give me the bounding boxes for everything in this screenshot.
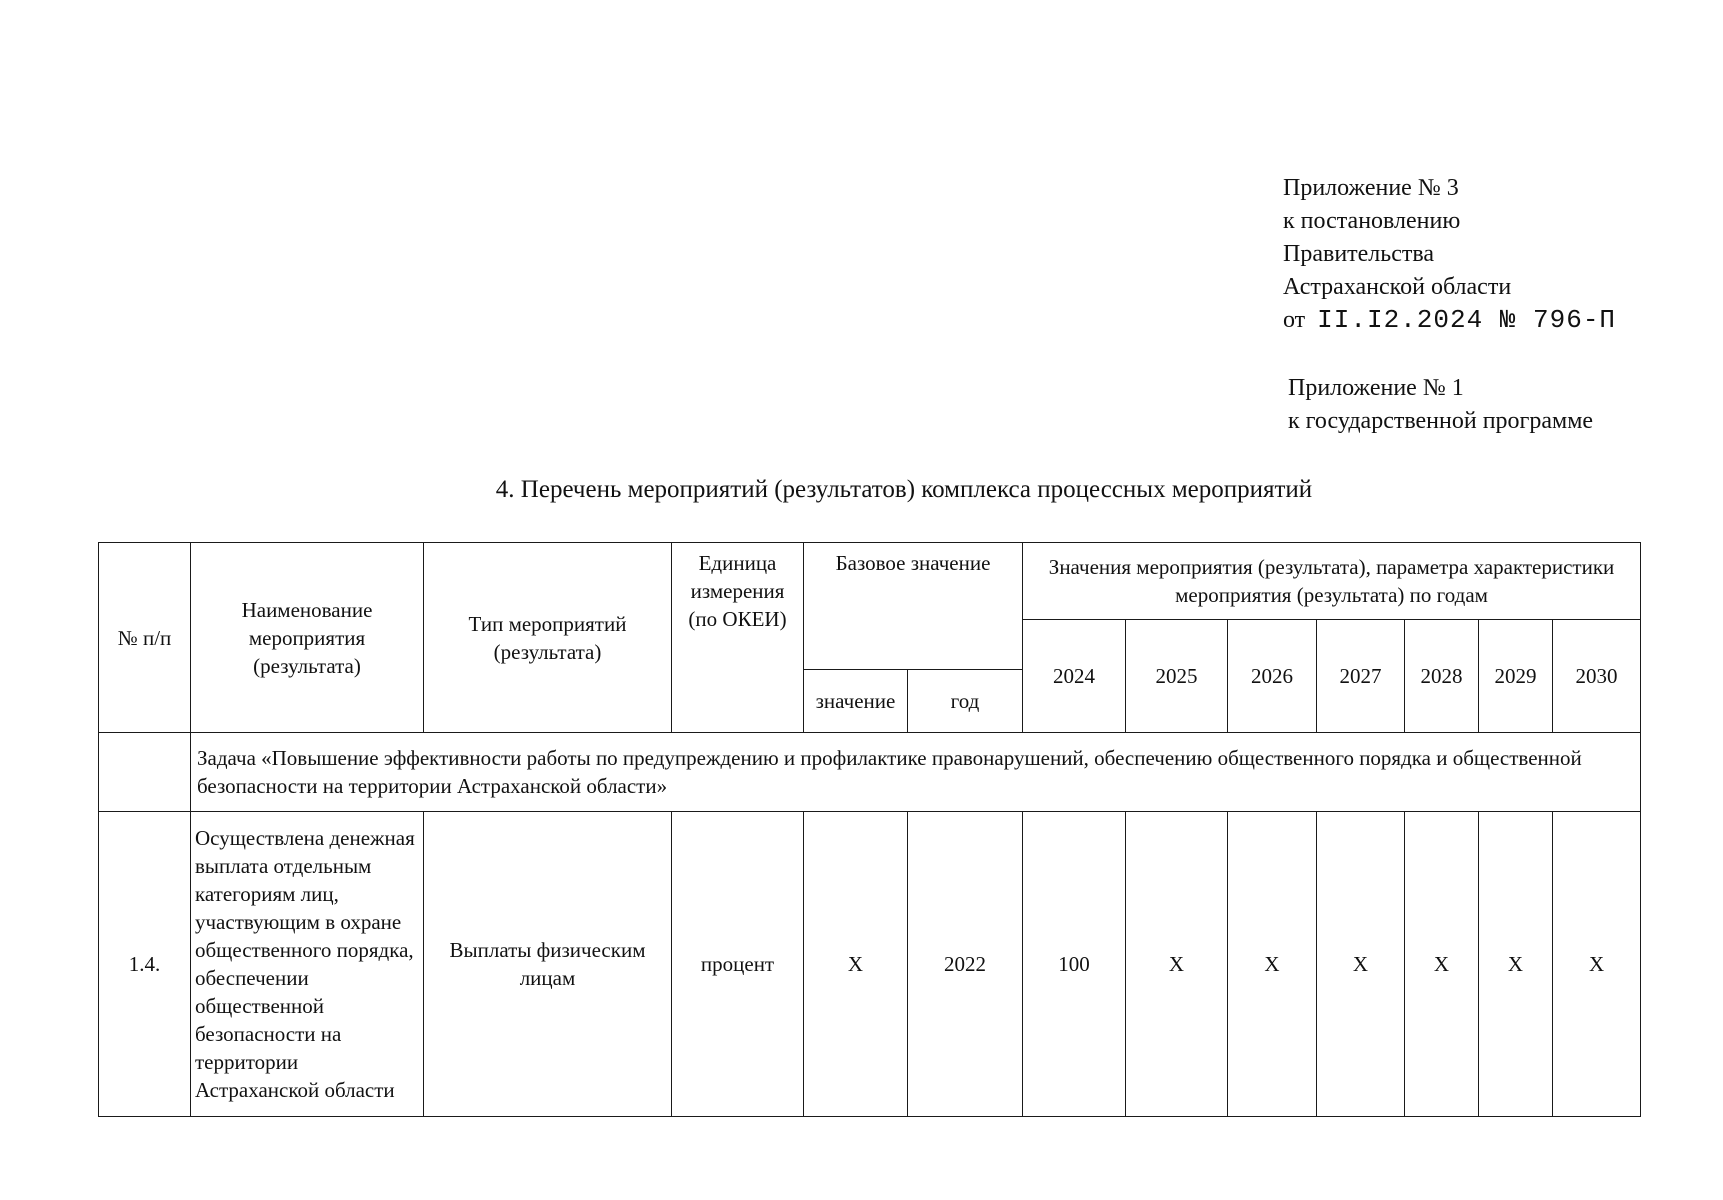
row-value-2030: X	[1553, 812, 1641, 1117]
header-year-2030: 2030	[1553, 620, 1641, 733]
header-year-2025: 2025	[1126, 620, 1228, 733]
header-name: Наименование мероприятия (результата)	[191, 543, 424, 733]
measures-table	[98, 542, 1641, 1117]
header-type: Тип мероприятий (результата)	[424, 543, 672, 733]
document-title: 4. Перечень мероприятий (результатов) комплекса процессных мероприятий	[495, 476, 1313, 503]
row-value-2026: X	[1228, 812, 1317, 1117]
header-year-2029: 2029	[1479, 620, 1553, 733]
appendix-3-line-2: к постановлению	[1283, 208, 1461, 234]
row-value-2025: X	[1126, 812, 1228, 1117]
header-base-value: значение	[804, 670, 908, 733]
row-value-2029: X	[1479, 812, 1553, 1117]
header-year-2027: 2027	[1317, 620, 1405, 733]
appendix-3-line-4: Астраханской области	[1283, 274, 1512, 300]
row-value-2027: X	[1317, 812, 1405, 1117]
table-row	[99, 812, 1641, 1117]
header-year-2024: 2024	[1023, 620, 1126, 733]
header-base-year: год	[908, 670, 1023, 733]
task-text: Задача «Повышение эффективности работы по предупреждению и профилактике правонарушений, обеспечению общественного порядка и общественной безопасности на территории Астраханской области»	[191, 733, 1641, 812]
appendix-1-line-1: Приложение № 1	[1288, 375, 1464, 401]
date-number: II.I2.2024 № 796-П	[1317, 305, 1617, 335]
date-prefix: от	[1283, 307, 1306, 333]
header-num: № п/п	[99, 543, 191, 733]
row-num: 1.4.	[99, 812, 191, 1117]
header-base: Базовое значение	[804, 543, 1023, 670]
header-unit: Единица измерения (по ОКЕИ)	[672, 543, 804, 733]
appendix-3-line-1: Приложение № 3	[1283, 175, 1459, 201]
row-base-value: X	[804, 812, 908, 1117]
appendix-1-block	[1288, 372, 1593, 438]
task-row	[99, 733, 1641, 812]
header-values: Значения мероприятия (результата), параметра характеристики мероприятия (результата) по годам	[1023, 543, 1641, 620]
row-value-2024: 100	[1023, 812, 1126, 1117]
row-base-year: 2022	[908, 812, 1023, 1117]
header-row-1	[99, 543, 1641, 620]
row-type: Выплаты физическим лицам	[424, 812, 672, 1117]
task-num-cell	[99, 733, 191, 812]
header-year-2028: 2028	[1405, 620, 1479, 733]
appendix-3-block	[1283, 172, 1616, 337]
appendix-3-line-3: Правительства	[1283, 241, 1435, 267]
appendix-3-date-line	[1283, 304, 1616, 337]
header-year-2026: 2026	[1228, 620, 1317, 733]
row-name: Осуществлена денежная выплата отдельным категориям лиц, участвующим в охране общественного порядка, обеспечении общественной безопасности на территории Астраханской области	[191, 812, 424, 1117]
appendix-1-line-2: к государственной программе	[1288, 408, 1594, 434]
row-value-2028: X	[1405, 812, 1479, 1117]
row-unit: процент	[672, 812, 804, 1117]
